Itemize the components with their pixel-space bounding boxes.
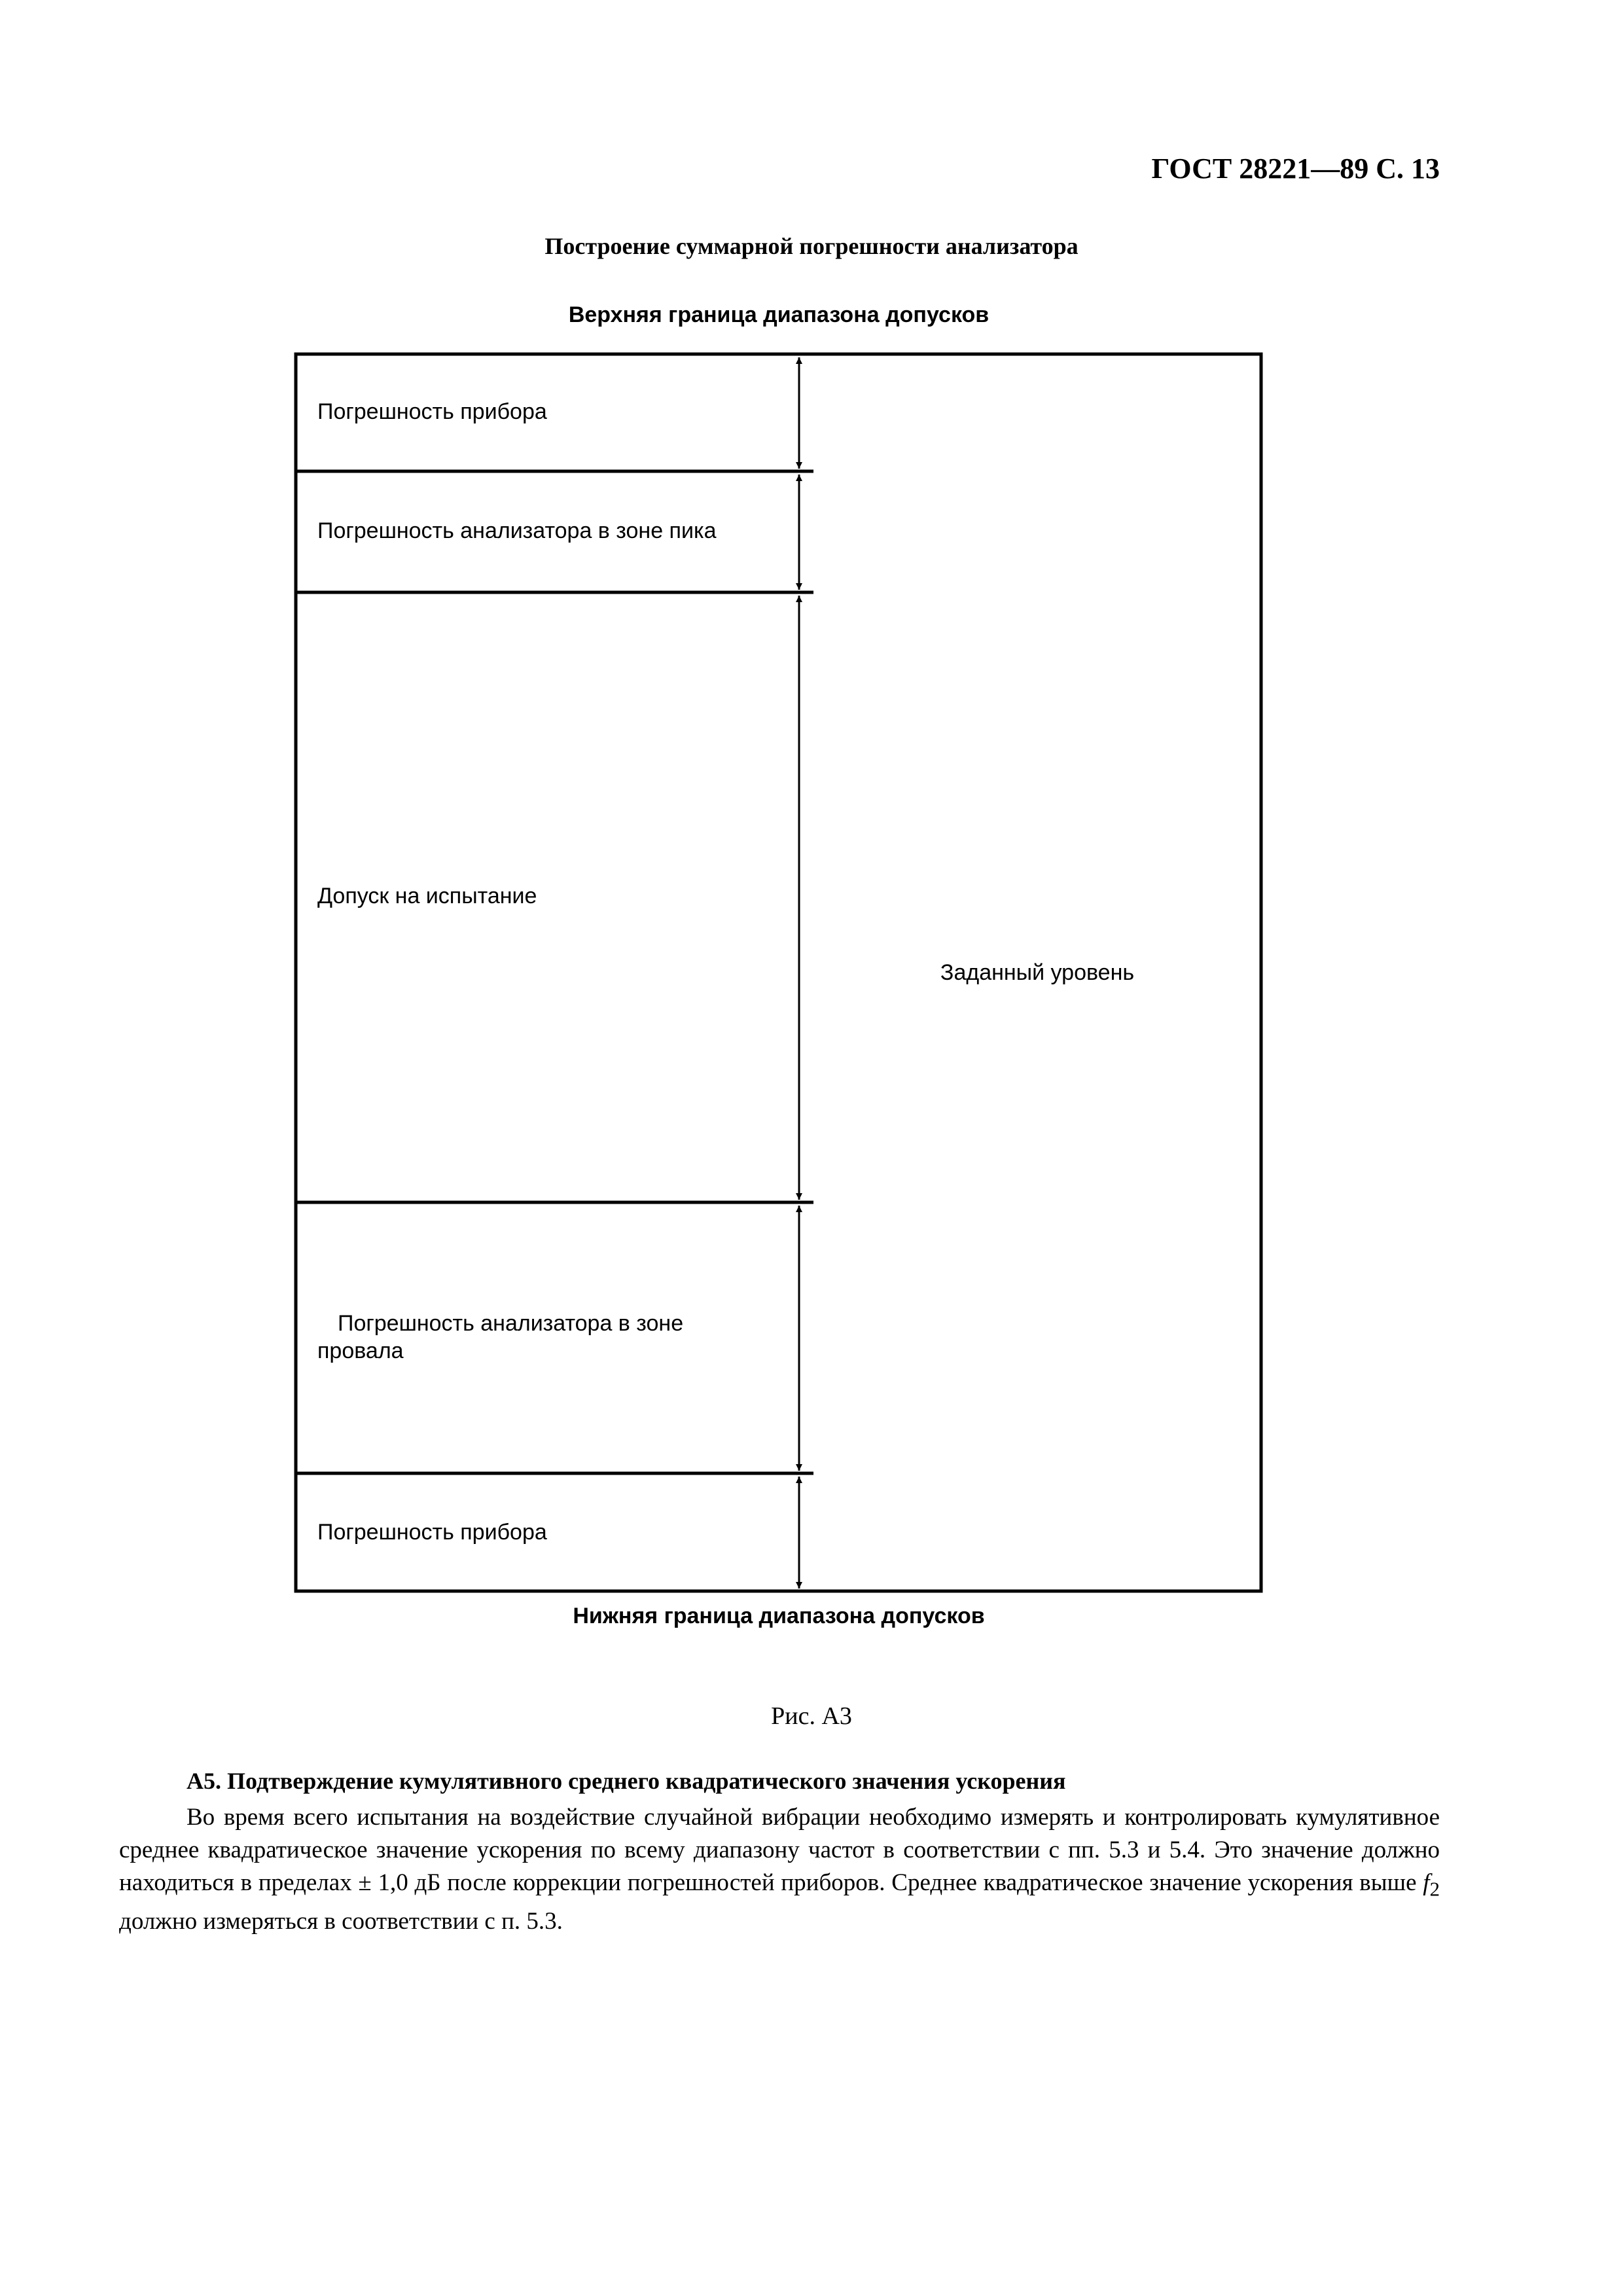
segment-label-instrument-error-bottom: Погрешность прибора xyxy=(317,1520,547,1545)
frequency-symbol: f xyxy=(1423,1869,1430,1896)
target-level-label: Заданный уровень xyxy=(940,960,1135,985)
lower-boundary-label: Нижняя граница диапазона допусков xyxy=(573,1604,985,1628)
page-header: ГОСТ 28221—89 С. 13 xyxy=(1151,152,1440,185)
paragraph-text-end: должно измеряться в соответствии с п. 5.3. xyxy=(119,1908,563,1935)
segment-label-analyzer-peak-error: Погрешность анализатора в зоне пика xyxy=(317,518,717,543)
figure-caption: Рис. А3 xyxy=(771,1702,852,1730)
paragraph-text-start: Во время всего испытания на воздействие случайной вибрации необходимо измерять и контролировать кумулятивное среднее квадратическое значение ускорения по всему диапазону частот в соответствии с пп. 5.3 и 5.4. Это значение должно находиться в пределах ± 1,0 дБ после коррекции погрешностей приборов. Среднее квадратическое значение ускорения выше xyxy=(119,1804,1440,1896)
section-paragraph xyxy=(119,1801,1440,1938)
frequency-subscript: 2 xyxy=(1429,1878,1440,1901)
segment-label-analyzer-dip-error-line1: Погрешность анализатора в зоне xyxy=(338,1311,684,1336)
segment-label-test-tolerance: Допуск на испытание xyxy=(317,884,537,908)
segment-label-analyzer-dip-error-line2: провала xyxy=(317,1338,404,1363)
upper-boundary-label: Верхняя граница диапазона допусков xyxy=(568,302,990,327)
segment-label-instrument-error-top: Погрешность прибора xyxy=(317,399,547,424)
figure-title: Построение суммарной погрешности анализатора xyxy=(544,233,1079,259)
section-heading: А5. Подтверждение кумулятивного среднего квадратического значения ускорения xyxy=(187,1768,1066,1794)
